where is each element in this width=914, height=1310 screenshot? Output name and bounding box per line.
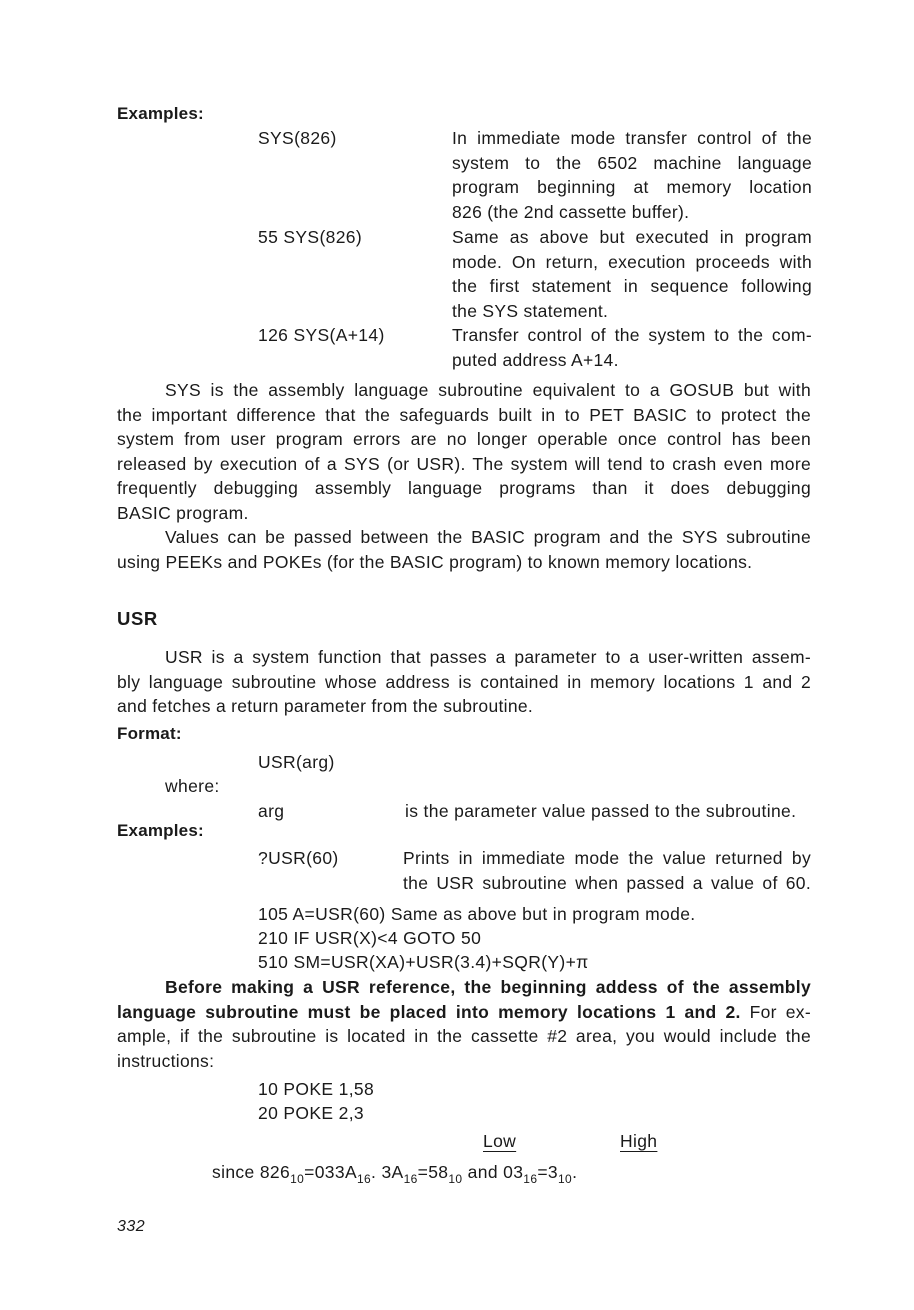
- examples-label: Examples:: [117, 104, 204, 123]
- example-code: ?USR(60): [258, 848, 339, 868]
- note-bold-text: language subroutine must be placed into memory locations 1 and 2.: [117, 1001, 741, 1022]
- description-line: In immediate mode transfer control of the: [452, 128, 812, 148]
- parameter-description: is the parameter value passed to the subroutine.: [405, 801, 797, 821]
- description-line: program beginning at memory location: [452, 177, 812, 197]
- body-paragraph: [117, 378, 811, 525]
- description-line: mode. On return, execution proceeds with: [452, 251, 812, 272]
- paragraph-line: SYS is the assembly language subroutine equivalent to a GOSUB but with: [165, 380, 811, 400]
- section-heading: USR: [117, 608, 158, 629]
- code-line: 105 A=USR(60) Same as above but in program mode.: [258, 904, 696, 924]
- description-line: Prints in immediate mode the value returned by: [403, 848, 811, 868]
- conversion-text: . 3A: [371, 1162, 404, 1182]
- paragraph-line: and fetches a return parameter from the subroutine.: [117, 696, 534, 716]
- conversion-text: 826: [259, 1162, 291, 1182]
- conversion-text: since: [212, 1162, 260, 1182]
- parameter-name: arg: [258, 801, 285, 821]
- example-code: SYS(826): [258, 128, 337, 148]
- examples-label: Examples:: [117, 821, 204, 840]
- example-code: 55 SYS(826): [258, 227, 363, 247]
- body-paragraph: [117, 645, 811, 719]
- base-subscript: 16: [403, 1172, 418, 1186]
- format-syntax: USR(arg): [258, 752, 335, 772]
- example-code: 126 SYS(A+14): [258, 325, 385, 345]
- description-line: the first statement in sequence following: [452, 276, 812, 296]
- paragraph-line: BASIC program.: [117, 502, 249, 523]
- paragraph-line: Values can be passed between the BASIC program and the SYS subroutine: [165, 527, 811, 547]
- page-number: 332: [117, 1218, 146, 1235]
- format-label: Format:: [117, 724, 182, 743]
- paragraph-line: system from user program errors are no longer operable once control has been: [117, 429, 811, 449]
- code-line: 10 POKE 1,58: [258, 1079, 375, 1099]
- note-paragraph: [117, 975, 811, 1073]
- body-paragraph: [117, 525, 811, 574]
- low-byte-label: Low: [483, 1131, 517, 1151]
- code-line: 510 SM=USR(XA)+USR(3.4)+SQR(Y)+π: [258, 952, 589, 972]
- description-line: Transfer control of the system to the com-: [452, 325, 812, 345]
- paragraph-line: frequently debugging assembly language programs than it does debugging: [117, 478, 811, 498]
- base-subscript: 16: [356, 1172, 372, 1186]
- description-line: system to the 6502 machine language: [452, 152, 812, 173]
- paragraph-line: the important difference that the safeguards built in to PET BASIC to protect the: [117, 404, 811, 425]
- paragraph-line: bly language subroutine whose address is contained in memory locations 1 and 2: [117, 671, 811, 692]
- example-description: [452, 323, 812, 372]
- base-subscript: 10: [448, 1172, 463, 1186]
- code-line: 210 IF USR(X)<4 GOTO 50: [258, 928, 482, 948]
- example-description: [452, 225, 812, 323]
- note-bold-line: Before making a USR reference, the beginning addess of the assembly: [165, 977, 811, 997]
- example-description: [452, 126, 812, 224]
- conversion-text: and 03: [462, 1162, 524, 1182]
- paragraph-line: ample, if the subroutine is located in the cassette #2 area, you would include the: [117, 1026, 811, 1046]
- paragraph-line: instructions:: [117, 1050, 215, 1071]
- conversion-text: =58: [417, 1162, 449, 1182]
- description-line: Same as above but executed in program: [452, 227, 812, 247]
- description-line: 826 (the 2nd cassette buffer).: [452, 201, 690, 222]
- conversion-text: =033A: [304, 1162, 357, 1182]
- base-subscript: 16: [523, 1172, 538, 1186]
- where-label: where:: [165, 776, 220, 796]
- conversion-text: =3: [537, 1162, 559, 1182]
- paragraph-line: USR is a system function that passes a parameter to a user-written assem-: [165, 647, 811, 667]
- description-line: puted address A+14.: [452, 349, 619, 370]
- note-mixed-line: [117, 1000, 811, 1025]
- base-subscript: 10: [558, 1172, 573, 1186]
- high-byte-label: High: [620, 1131, 658, 1151]
- base-subscript: 10: [290, 1172, 305, 1186]
- paragraph-line: released by execution of a SYS (or USR). The system will tend to crash even more: [117, 453, 811, 474]
- code-line: 20 POKE 2,3: [258, 1103, 364, 1123]
- paragraph-line: using PEEKs and POKEs (for the BASIC program) to known memory locations.: [117, 551, 753, 572]
- conversion-text: .: [572, 1162, 578, 1182]
- description-line: the USR subroutine when passed a value of 60.: [403, 872, 811, 893]
- description-line: the SYS statement.: [452, 300, 609, 321]
- conversion-line: [212, 1160, 577, 1185]
- example-description: [403, 846, 811, 895]
- note-text: For ex-: [740, 1001, 811, 1022]
